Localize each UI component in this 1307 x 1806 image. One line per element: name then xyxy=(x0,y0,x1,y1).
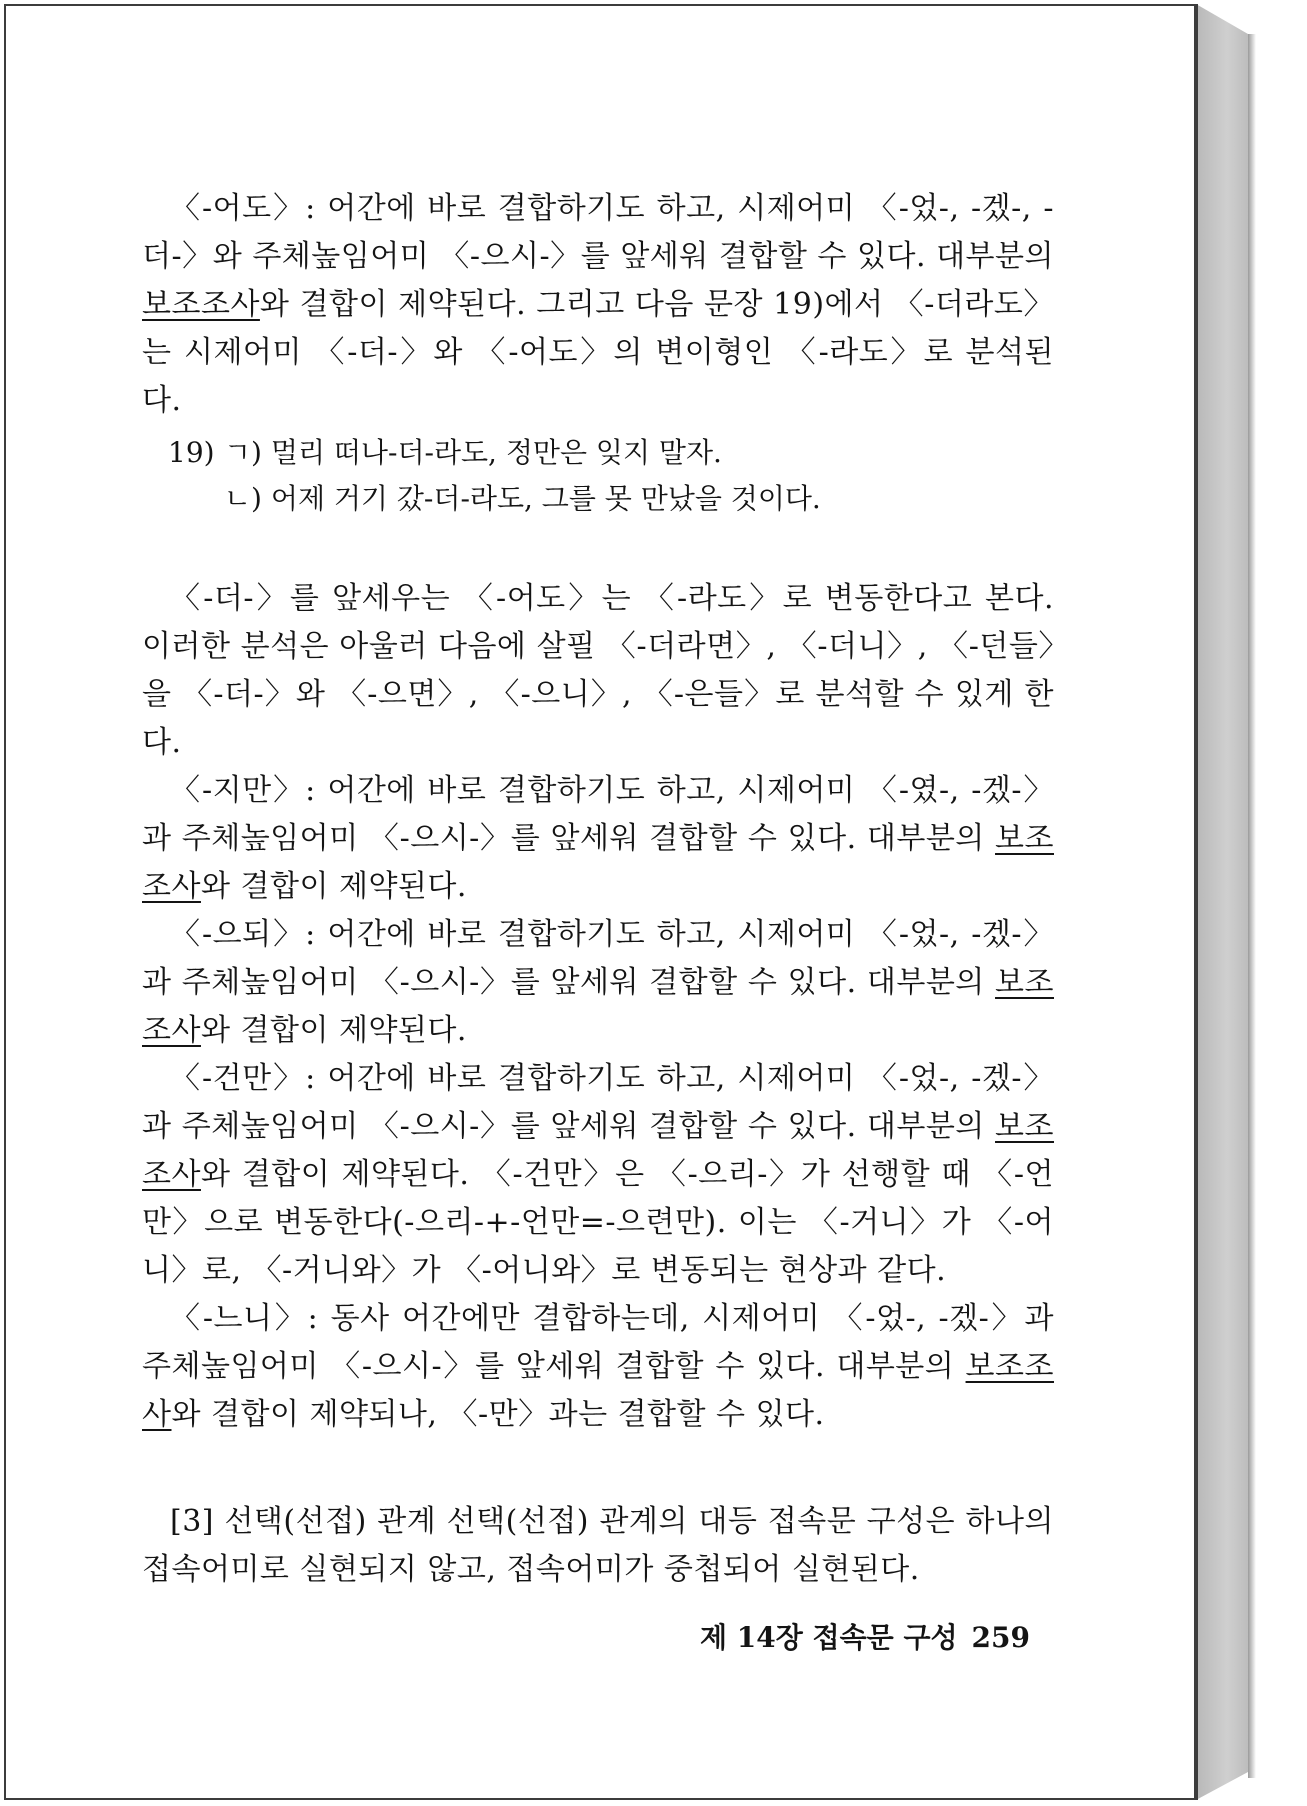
text-span: 와 결합이 제약된다. xyxy=(200,1013,467,1048)
chapter-title: 제 14장 접속문 구성 xyxy=(700,1621,958,1654)
text-block-3 xyxy=(142,1498,1054,1594)
paragraph-deo: 〈-더-〉를 앞세우는 〈-어도〉는 〈-라도〉로 변동한다고 본다. 이러한 분석은 아울러 다음에 살필 〈-더라면〉, 〈-더니〉, 〈-던들〉을 〈-더-〉와 〈-으면〉, 〈-으니〉, 〈-은들〉로 분석할 수 있게 한다. xyxy=(142,581,1054,760)
paragraph-eudoe xyxy=(142,911,1054,1055)
example-text-a: 멀리 떠나-더-라도, 정만은 잊지 말자. xyxy=(270,436,722,469)
example-line-a xyxy=(168,430,821,476)
example-line-b xyxy=(168,476,821,522)
text-span: 와 결합이 제약되나, 〈-만〉과는 결합할 수 있다. xyxy=(171,1397,825,1432)
section-3-paragraph: [3] 선택(선접) 관계 선택(선접) 관계의 대등 접속문 구성은 하나의 접속어미로 실현되지 않고, 접속어미가 중첩되어 실현된다. xyxy=(142,1504,1054,1587)
example-19 xyxy=(168,430,821,522)
text-span: 와 결합이 제약된다. xyxy=(200,869,467,904)
page-footer xyxy=(700,1616,1030,1656)
underlined-term: 보조조사 xyxy=(142,287,260,322)
text-span: 〈-느니〉: 동사 어간에만 결합하는데, 시제어미 〈-었-, -겠-〉과 주체높임어미 〈-으시-〉를 앞세워 결합할 수 있다. 대부분의 xyxy=(142,1301,1054,1384)
paragraph-neuni xyxy=(142,1295,1054,1439)
paragraph-geonman xyxy=(142,1055,1054,1295)
text-span: 〈-건만〉: 어간에 바로 결합하기도 하고, 시제어미 〈-었-, -겠-〉과 주체높임어미 〈-으시-〉를 앞세워 결합할 수 있다. 대부분의 xyxy=(142,1061,1054,1144)
page-number: 259 xyxy=(971,1621,1030,1654)
paragraph-jiman xyxy=(142,767,1054,911)
underlined-term: 보조조사 xyxy=(142,965,1054,1048)
underlined-term: 보조조사 xyxy=(142,821,1054,904)
underlined-term: 보조조사 xyxy=(142,1109,1054,1192)
underlined-term: 보조조사 xyxy=(142,1349,1054,1432)
example-label-b: ㄴ) xyxy=(224,482,262,515)
example-number: 19) xyxy=(168,436,215,469)
example-text-b: 어제 거기 갔-더-라도, 그를 못 만났을 것이다. xyxy=(270,482,821,515)
text-span: 와 결합이 제약된다. 그리고 다음 문장 19)에서 〈-더라도〉는 시제어미 〈-더-〉와 〈-어도〉의 변이형인 〈-라도〉로 분석된다. xyxy=(142,287,1054,418)
paragraph-eodo xyxy=(142,185,1054,425)
text-span: 와 결합이 제약된다. 〈-건만〉은 〈-으리-〉가 선행할 때 〈-언만〉으로 변동한다(-으리-+-언만=-으련만). 이는 〈-거니〉가 〈-어니〉로, 〈-거니와〉가 〈-어니와〉로 변동되는 현상과 같다. xyxy=(142,1157,1054,1288)
text-span: 〈-어도〉: 어간에 바로 결합하기도 하고, 시제어미 〈-었-, -겠-, -더-〉와 주체높임어미 〈-으시-〉를 앞세워 결합할 수 있다. 대부분의 xyxy=(142,191,1054,274)
text-block-1 xyxy=(142,185,1054,425)
page-shadow xyxy=(1248,34,1256,1778)
text-block-2 xyxy=(142,575,1054,1439)
spine-edge xyxy=(1196,4,1198,1800)
book-spine xyxy=(1196,4,1248,1800)
text-span: 〈-지만〉: 어간에 바로 결합하기도 하고, 시제어미 〈-였-, -겠-〉과 주체높임어미 〈-으시-〉를 앞세워 결합할 수 있다. 대부분의 xyxy=(142,773,1054,856)
example-label-a: ㄱ) xyxy=(224,436,262,469)
text-span: 〈-으되〉: 어간에 바로 결합하기도 하고, 시제어미 〈-었-, -겠-〉과 주체높임어미 〈-으시-〉를 앞세워 결합할 수 있다. 대부분의 xyxy=(142,917,1054,1000)
